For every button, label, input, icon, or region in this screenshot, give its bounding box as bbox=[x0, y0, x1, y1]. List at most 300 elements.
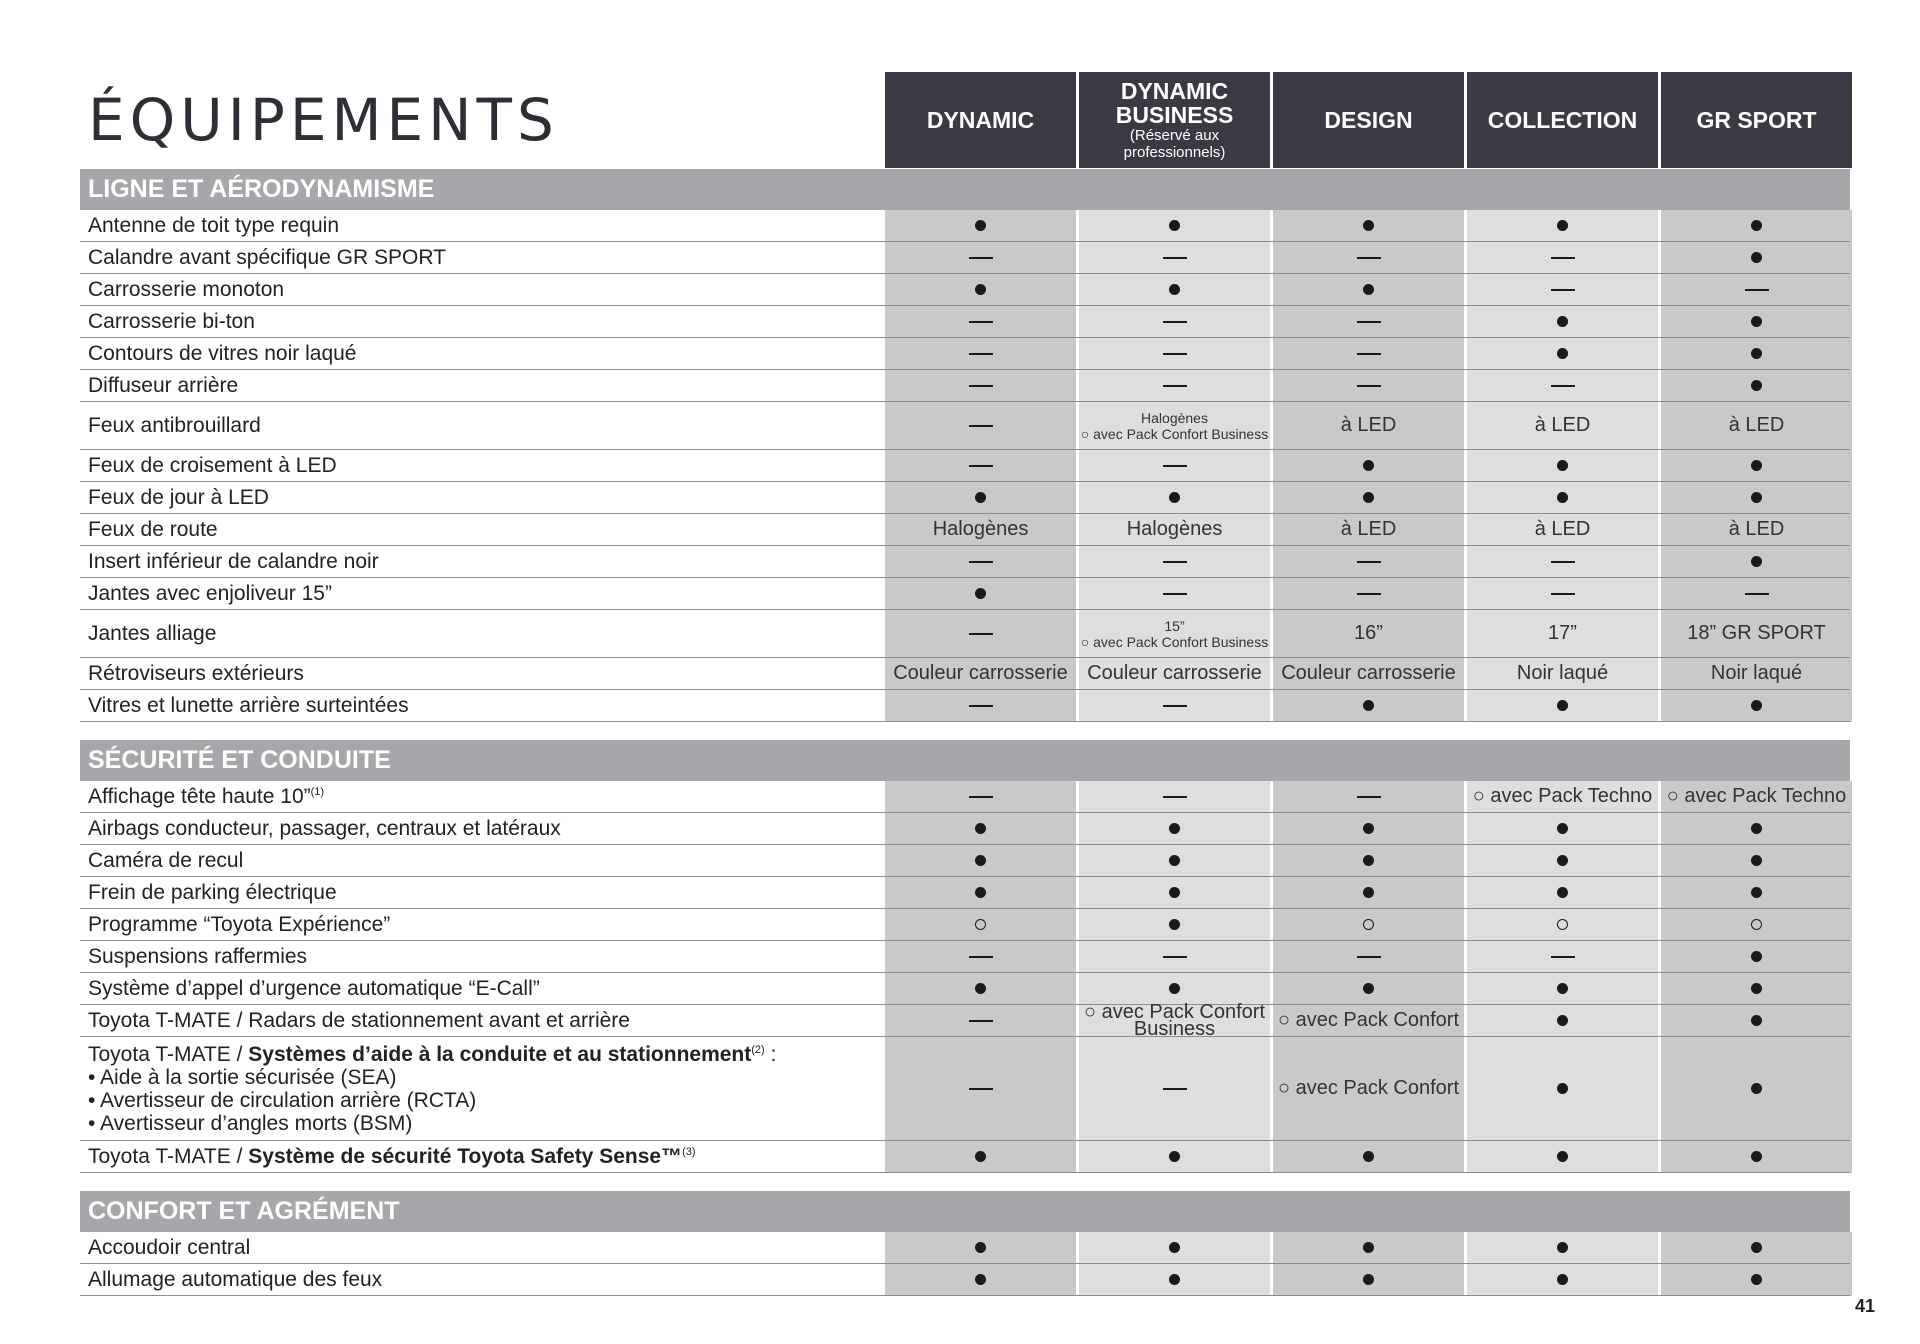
standard-dot-icon bbox=[1557, 348, 1568, 359]
standard-dot-icon bbox=[1169, 220, 1180, 231]
standard-dot-icon bbox=[1557, 460, 1568, 471]
table-cell bbox=[1273, 813, 1464, 844]
table-row bbox=[80, 1232, 1850, 1264]
table-cell bbox=[1467, 306, 1658, 337]
table-cell bbox=[1273, 370, 1464, 401]
table-cell bbox=[1467, 909, 1658, 940]
row-label-text: Programme “Toyota Expérience” bbox=[88, 913, 391, 936]
table-cell bbox=[885, 813, 1076, 844]
table-cell bbox=[1273, 482, 1464, 513]
table-cell bbox=[1467, 781, 1658, 812]
table-row bbox=[80, 1000, 1850, 1040]
standard-dot-icon bbox=[1751, 1151, 1762, 1162]
row-label bbox=[88, 909, 878, 940]
row-label-text: Suspensions raffermies bbox=[88, 945, 308, 968]
table-row bbox=[80, 514, 1850, 546]
page-title: ÉQUIPEMENTS bbox=[88, 86, 559, 154]
table-cell bbox=[885, 514, 1076, 545]
standard-dot-icon bbox=[1169, 919, 1180, 930]
table-row bbox=[80, 658, 1850, 690]
standard-dot-icon bbox=[1751, 1083, 1762, 1094]
row-label bbox=[88, 546, 878, 577]
not-available-dash-icon bbox=[1551, 289, 1575, 291]
not-available-dash-icon bbox=[1163, 385, 1187, 387]
table-row bbox=[80, 306, 1850, 338]
table-cell bbox=[1079, 546, 1270, 577]
table-row bbox=[80, 402, 1850, 450]
table-cell bbox=[1661, 813, 1852, 844]
table-cell bbox=[885, 306, 1076, 337]
table-cell bbox=[1467, 210, 1658, 241]
row-label-text: Toyota T-MATE / bbox=[88, 1042, 249, 1066]
table-cell bbox=[1273, 1232, 1464, 1263]
cell-option-note: ○ avec Pack Confort Business bbox=[1080, 633, 1269, 650]
row-label-text: Jantes alliage bbox=[88, 622, 217, 645]
not-available-dash-icon bbox=[1745, 593, 1769, 595]
row-label-text: Insert inférieur de calandre noir bbox=[88, 550, 379, 573]
table-cell bbox=[1467, 1264, 1658, 1295]
table-cell bbox=[1079, 658, 1270, 689]
table-cell bbox=[1273, 1141, 1464, 1172]
not-available-dash-icon bbox=[1163, 796, 1187, 798]
standard-dot-icon bbox=[975, 588, 986, 599]
standard-dot-icon bbox=[1557, 823, 1568, 834]
standard-dot-icon bbox=[975, 492, 986, 503]
not-available-dash-icon bbox=[1357, 321, 1381, 323]
row-label-text: Carrosserie bi-ton bbox=[88, 310, 255, 333]
table-cell bbox=[1273, 658, 1464, 689]
row-label-text: Calandre avant spécifique GR SPORT bbox=[88, 246, 446, 269]
table-cell bbox=[1467, 658, 1658, 689]
table-cell bbox=[885, 578, 1076, 609]
table-cell bbox=[1079, 813, 1270, 844]
standard-dot-icon bbox=[1751, 556, 1762, 567]
standard-dot-icon bbox=[1751, 380, 1762, 391]
table-cell bbox=[1079, 514, 1270, 545]
table-cell bbox=[1079, 845, 1270, 876]
table-cell bbox=[885, 781, 1076, 812]
table-row bbox=[80, 242, 1850, 274]
table-cell bbox=[1273, 514, 1464, 545]
row-label-text: Jantes avec enjoliveur 15” bbox=[88, 582, 332, 605]
not-available-dash-icon bbox=[1163, 956, 1187, 958]
row-label-text: Carrosserie monoton bbox=[88, 278, 285, 301]
table-cell bbox=[1467, 813, 1658, 844]
cell-option-note: ○ avec Pack Confort Business bbox=[1080, 425, 1269, 442]
table-cell bbox=[1273, 973, 1464, 1004]
cell-value: ○ avec Pack Techno bbox=[1472, 785, 1653, 807]
table-cell bbox=[1079, 402, 1270, 449]
table-cell bbox=[885, 338, 1076, 369]
table-cell bbox=[1467, 1005, 1658, 1036]
table-cell bbox=[1079, 610, 1270, 657]
table-cell bbox=[1661, 973, 1852, 1004]
cell-value: ○ avec Pack Confort Business bbox=[1083, 1000, 1266, 1040]
standard-dot-icon bbox=[1363, 887, 1374, 898]
table-cell bbox=[885, 402, 1076, 449]
standard-dot-icon bbox=[1557, 700, 1568, 711]
table-row bbox=[80, 1141, 1850, 1173]
cell-value: Halogènes bbox=[1141, 409, 1208, 426]
table-cell bbox=[1661, 781, 1852, 812]
not-available-dash-icon bbox=[1551, 385, 1575, 387]
table-cell bbox=[1661, 274, 1852, 305]
standard-dot-icon bbox=[1363, 823, 1374, 834]
row-label bbox=[88, 1005, 878, 1036]
standard-dot-icon bbox=[1751, 1274, 1762, 1285]
table-cell bbox=[1273, 941, 1464, 972]
footnote-ref: (3) bbox=[682, 1146, 696, 1158]
table-cell bbox=[1661, 578, 1852, 609]
table-cell bbox=[1079, 338, 1270, 369]
not-available-dash-icon bbox=[1357, 796, 1381, 798]
standard-dot-icon bbox=[1751, 492, 1762, 503]
option-circle-icon bbox=[1751, 919, 1762, 930]
table-cell bbox=[1467, 450, 1658, 481]
table-row bbox=[80, 1037, 1850, 1141]
table-cell bbox=[1467, 514, 1658, 545]
not-available-dash-icon bbox=[969, 321, 993, 323]
row-label-text: Caméra de recul bbox=[88, 849, 244, 872]
table-cell bbox=[1661, 450, 1852, 481]
table-cell bbox=[1079, 1232, 1270, 1263]
table-cell bbox=[1273, 1264, 1464, 1295]
standard-dot-icon bbox=[1557, 1015, 1568, 1026]
table-row bbox=[80, 578, 1850, 610]
row-label-text: Système d’appel d’urgence automatique “E-Call” bbox=[88, 977, 540, 1000]
not-available-dash-icon bbox=[969, 385, 993, 387]
table-cell bbox=[1079, 1037, 1270, 1140]
table-cell bbox=[1661, 306, 1852, 337]
cell-value: à LED bbox=[1728, 518, 1785, 540]
table-cell bbox=[1661, 402, 1852, 449]
table-cell bbox=[1661, 1264, 1852, 1295]
standard-dot-icon bbox=[1363, 284, 1374, 295]
standard-dot-icon bbox=[1169, 983, 1180, 994]
table-cell bbox=[885, 610, 1076, 657]
table-cell bbox=[1273, 274, 1464, 305]
standard-dot-icon bbox=[1751, 348, 1762, 359]
table-cell bbox=[885, 909, 1076, 940]
not-available-dash-icon bbox=[1163, 321, 1187, 323]
standard-dot-icon bbox=[1169, 1274, 1180, 1285]
row-label bbox=[88, 370, 878, 401]
standard-dot-icon bbox=[1557, 492, 1568, 503]
table-row bbox=[80, 877, 1850, 909]
standard-dot-icon bbox=[1557, 983, 1568, 994]
row-label-text: Vitres et lunette arrière surteintées bbox=[88, 694, 409, 717]
table-cell bbox=[1467, 845, 1658, 876]
row-label bbox=[88, 781, 878, 812]
not-available-dash-icon bbox=[1357, 561, 1381, 563]
table-cell bbox=[1079, 274, 1270, 305]
table-cell bbox=[1467, 1037, 1658, 1140]
standard-dot-icon bbox=[1363, 220, 1374, 231]
option-circle-icon bbox=[975, 919, 986, 930]
option-circle-icon bbox=[1363, 919, 1374, 930]
row-label bbox=[88, 306, 878, 337]
standard-dot-icon bbox=[1557, 1242, 1568, 1253]
standard-dot-icon bbox=[975, 1151, 986, 1162]
standard-dot-icon bbox=[1751, 887, 1762, 898]
table-cell bbox=[885, 973, 1076, 1004]
row-label-text: Feux de croisement à LED bbox=[88, 454, 337, 477]
table-cell bbox=[885, 690, 1076, 721]
row-label bbox=[88, 813, 878, 844]
cell-value: Couleur carrosserie bbox=[893, 662, 1068, 684]
table-cell bbox=[1273, 546, 1464, 577]
cell-value: ○ avec Pack Techno bbox=[1666, 785, 1847, 807]
cell-value: à LED bbox=[1340, 414, 1397, 436]
table-cell bbox=[1273, 690, 1464, 721]
table-row bbox=[80, 546, 1850, 578]
standard-dot-icon bbox=[1751, 983, 1762, 994]
row-label bbox=[88, 578, 878, 609]
row-label bbox=[88, 941, 878, 972]
table-cell bbox=[1467, 546, 1658, 577]
not-available-dash-icon bbox=[1357, 385, 1381, 387]
table-cell bbox=[1661, 658, 1852, 689]
table-cell bbox=[885, 1264, 1076, 1295]
not-available-dash-icon bbox=[1357, 593, 1381, 595]
not-available-dash-icon bbox=[969, 956, 993, 958]
option-circle-icon bbox=[1557, 919, 1568, 930]
table-cell bbox=[1079, 909, 1270, 940]
standard-dot-icon bbox=[975, 823, 986, 834]
table-cell bbox=[1079, 941, 1270, 972]
table-cell bbox=[1467, 578, 1658, 609]
table-cell bbox=[1273, 610, 1464, 657]
table-row bbox=[80, 909, 1850, 941]
standard-dot-icon bbox=[1751, 700, 1762, 711]
column-header bbox=[1273, 72, 1464, 168]
table-row bbox=[80, 210, 1850, 242]
table-cell bbox=[1661, 514, 1852, 545]
table-cell bbox=[1273, 242, 1464, 273]
standard-dot-icon bbox=[1169, 1242, 1180, 1253]
standard-dot-icon bbox=[1751, 460, 1762, 471]
standard-dot-icon bbox=[975, 1242, 986, 1253]
standard-dot-icon bbox=[1169, 887, 1180, 898]
row-label-text: Antenne de toit type requin bbox=[88, 214, 340, 237]
table-cell bbox=[885, 845, 1076, 876]
table-cell bbox=[1079, 242, 1270, 273]
table-cell bbox=[1661, 1232, 1852, 1263]
table-cell bbox=[1661, 690, 1852, 721]
table-row bbox=[80, 450, 1850, 482]
not-available-dash-icon bbox=[969, 561, 993, 563]
not-available-dash-icon bbox=[969, 796, 993, 798]
not-available-dash-icon bbox=[1551, 561, 1575, 563]
table-row bbox=[80, 370, 1850, 402]
table-cell bbox=[1273, 578, 1464, 609]
table-cell bbox=[885, 546, 1076, 577]
table-cell bbox=[885, 242, 1076, 273]
standard-dot-icon bbox=[975, 855, 986, 866]
row-label-text: Frein de parking électrique bbox=[88, 881, 337, 904]
row-label bbox=[88, 482, 878, 513]
table-cell bbox=[1079, 781, 1270, 812]
standard-dot-icon bbox=[975, 284, 986, 295]
not-available-dash-icon bbox=[969, 1020, 993, 1022]
not-available-dash-icon bbox=[969, 633, 993, 635]
row-label bbox=[88, 1264, 878, 1295]
table-cell bbox=[1467, 877, 1658, 908]
row-label-text: Airbags conducteur, passager, centraux et latéraux bbox=[88, 817, 561, 840]
table-cell bbox=[1467, 370, 1658, 401]
row-label bbox=[88, 514, 878, 545]
cell-value: Halogènes bbox=[932, 518, 1029, 540]
page-number: 41 bbox=[1855, 1296, 1876, 1316]
row-label-text: Accoudoir central bbox=[88, 1236, 251, 1259]
row-label bbox=[88, 450, 878, 481]
table-cell bbox=[1079, 482, 1270, 513]
table-cell bbox=[1661, 370, 1852, 401]
cell-value: à LED bbox=[1534, 414, 1591, 436]
table-cell bbox=[1661, 1037, 1852, 1140]
table-cell bbox=[1079, 578, 1270, 609]
table-cell bbox=[1273, 909, 1464, 940]
section-title: SÉCURITÉ ET CONDUITE bbox=[80, 740, 1850, 781]
standard-dot-icon bbox=[1751, 316, 1762, 327]
table-row bbox=[80, 1264, 1850, 1296]
footnote-ref: (2) bbox=[751, 1043, 765, 1056]
table-cell bbox=[885, 370, 1076, 401]
table-cell bbox=[1661, 877, 1852, 908]
table-cell bbox=[1661, 338, 1852, 369]
row-label bbox=[88, 274, 878, 305]
standard-dot-icon bbox=[1169, 1151, 1180, 1162]
row-label bbox=[88, 973, 878, 1004]
row-label-text: Affichage tête haute 10” bbox=[88, 785, 311, 808]
cell-value: à LED bbox=[1340, 518, 1397, 540]
table-cell bbox=[885, 210, 1076, 241]
table-cell bbox=[1273, 877, 1464, 908]
cell-value: 17” bbox=[1548, 622, 1577, 644]
table-cell bbox=[885, 482, 1076, 513]
cell-value: Halogènes bbox=[1126, 518, 1223, 540]
standard-dot-icon bbox=[1363, 1151, 1374, 1162]
not-available-dash-icon bbox=[1357, 257, 1381, 259]
not-available-dash-icon bbox=[1357, 353, 1381, 355]
table-cell bbox=[1079, 306, 1270, 337]
table-row bbox=[80, 274, 1850, 306]
standard-dot-icon bbox=[1557, 220, 1568, 231]
table-cell bbox=[1467, 1232, 1658, 1263]
column-header bbox=[1079, 72, 1270, 168]
table-cell bbox=[1467, 274, 1658, 305]
table-cell bbox=[885, 877, 1076, 908]
not-available-dash-icon bbox=[969, 465, 993, 467]
not-available-dash-icon bbox=[1551, 257, 1575, 259]
not-available-dash-icon bbox=[1163, 1088, 1187, 1090]
table-row bbox=[80, 845, 1850, 877]
standard-dot-icon bbox=[1169, 855, 1180, 866]
standard-dot-icon bbox=[1751, 823, 1762, 834]
not-available-dash-icon bbox=[969, 257, 993, 259]
table-cell bbox=[1661, 242, 1852, 273]
table-cell bbox=[1467, 1141, 1658, 1172]
cell-value: à LED bbox=[1728, 414, 1785, 436]
table-cell bbox=[1273, 450, 1464, 481]
row-label-suffix: : bbox=[764, 1042, 777, 1066]
table-cell bbox=[885, 1141, 1076, 1172]
column-header-name: GR SPORT bbox=[1696, 107, 1817, 133]
table-row bbox=[80, 338, 1850, 370]
standard-dot-icon bbox=[1751, 951, 1762, 962]
row-label bbox=[88, 658, 878, 689]
column-header-name: COLLECTION bbox=[1487, 107, 1638, 133]
cell-value: Noir laqué bbox=[1516, 662, 1609, 684]
column-header bbox=[885, 72, 1076, 168]
standard-dot-icon bbox=[1557, 1274, 1568, 1285]
table-cell bbox=[1079, 877, 1270, 908]
row-bullet: • Avertisseur d’angles morts (BSM) bbox=[88, 1111, 413, 1135]
standard-dot-icon bbox=[975, 983, 986, 994]
row-label bbox=[88, 210, 878, 241]
table-cell bbox=[1467, 690, 1658, 721]
standard-dot-icon bbox=[1751, 855, 1762, 866]
table-cell bbox=[885, 1037, 1076, 1140]
table-cell bbox=[1079, 690, 1270, 721]
cell-value: 18” GR SPORT bbox=[1687, 622, 1826, 644]
standard-dot-icon bbox=[1363, 460, 1374, 471]
table-cell bbox=[1273, 338, 1464, 369]
table-cell bbox=[1661, 941, 1852, 972]
not-available-dash-icon bbox=[1163, 561, 1187, 563]
row-label bbox=[88, 1037, 878, 1140]
table-cell bbox=[1273, 402, 1464, 449]
not-available-dash-icon bbox=[969, 1088, 993, 1090]
standard-dot-icon bbox=[1363, 492, 1374, 503]
cell-value: 16” bbox=[1354, 622, 1383, 644]
not-available-dash-icon bbox=[969, 353, 993, 355]
table-cell bbox=[1079, 1141, 1270, 1172]
table-cell bbox=[1079, 1000, 1270, 1040]
table-cell bbox=[1273, 306, 1464, 337]
table-cell bbox=[1079, 370, 1270, 401]
table-cell bbox=[1467, 402, 1658, 449]
not-available-dash-icon bbox=[1745, 289, 1769, 291]
standard-dot-icon bbox=[1169, 823, 1180, 834]
row-label-bold: Système de sécurité Toyota Safety Sense™ bbox=[248, 1145, 683, 1168]
table-cell bbox=[885, 450, 1076, 481]
cell-value: Couleur carrosserie bbox=[1087, 662, 1262, 684]
table-cell bbox=[1661, 1141, 1852, 1172]
not-available-dash-icon bbox=[969, 425, 993, 427]
row-label-text: Allumage automatique des feux bbox=[88, 1268, 383, 1291]
standard-dot-icon bbox=[1557, 1083, 1568, 1094]
standard-dot-icon bbox=[1751, 220, 1762, 231]
table-cell bbox=[1079, 1264, 1270, 1295]
cell-value: 15” bbox=[1164, 617, 1185, 634]
not-available-dash-icon bbox=[1551, 593, 1575, 595]
table-cell bbox=[1661, 845, 1852, 876]
row-label-text: Feux antibrouillard bbox=[88, 414, 261, 437]
standard-dot-icon bbox=[1751, 1242, 1762, 1253]
cell-value: ○ avec Pack Confort bbox=[1277, 1077, 1460, 1099]
standard-dot-icon bbox=[1169, 284, 1180, 295]
table-cell bbox=[1467, 242, 1658, 273]
row-label-text: Rétroviseurs extérieurs bbox=[88, 662, 304, 685]
cell-value: ○ avec Pack Confort bbox=[1277, 1009, 1460, 1031]
not-available-dash-icon bbox=[1357, 956, 1381, 958]
table-cell bbox=[1661, 546, 1852, 577]
standard-dot-icon bbox=[1557, 887, 1568, 898]
column-header-note: (Réservé aux professionnels) bbox=[1123, 127, 1226, 161]
table-row bbox=[80, 813, 1850, 845]
cell-value: à LED bbox=[1534, 518, 1591, 540]
